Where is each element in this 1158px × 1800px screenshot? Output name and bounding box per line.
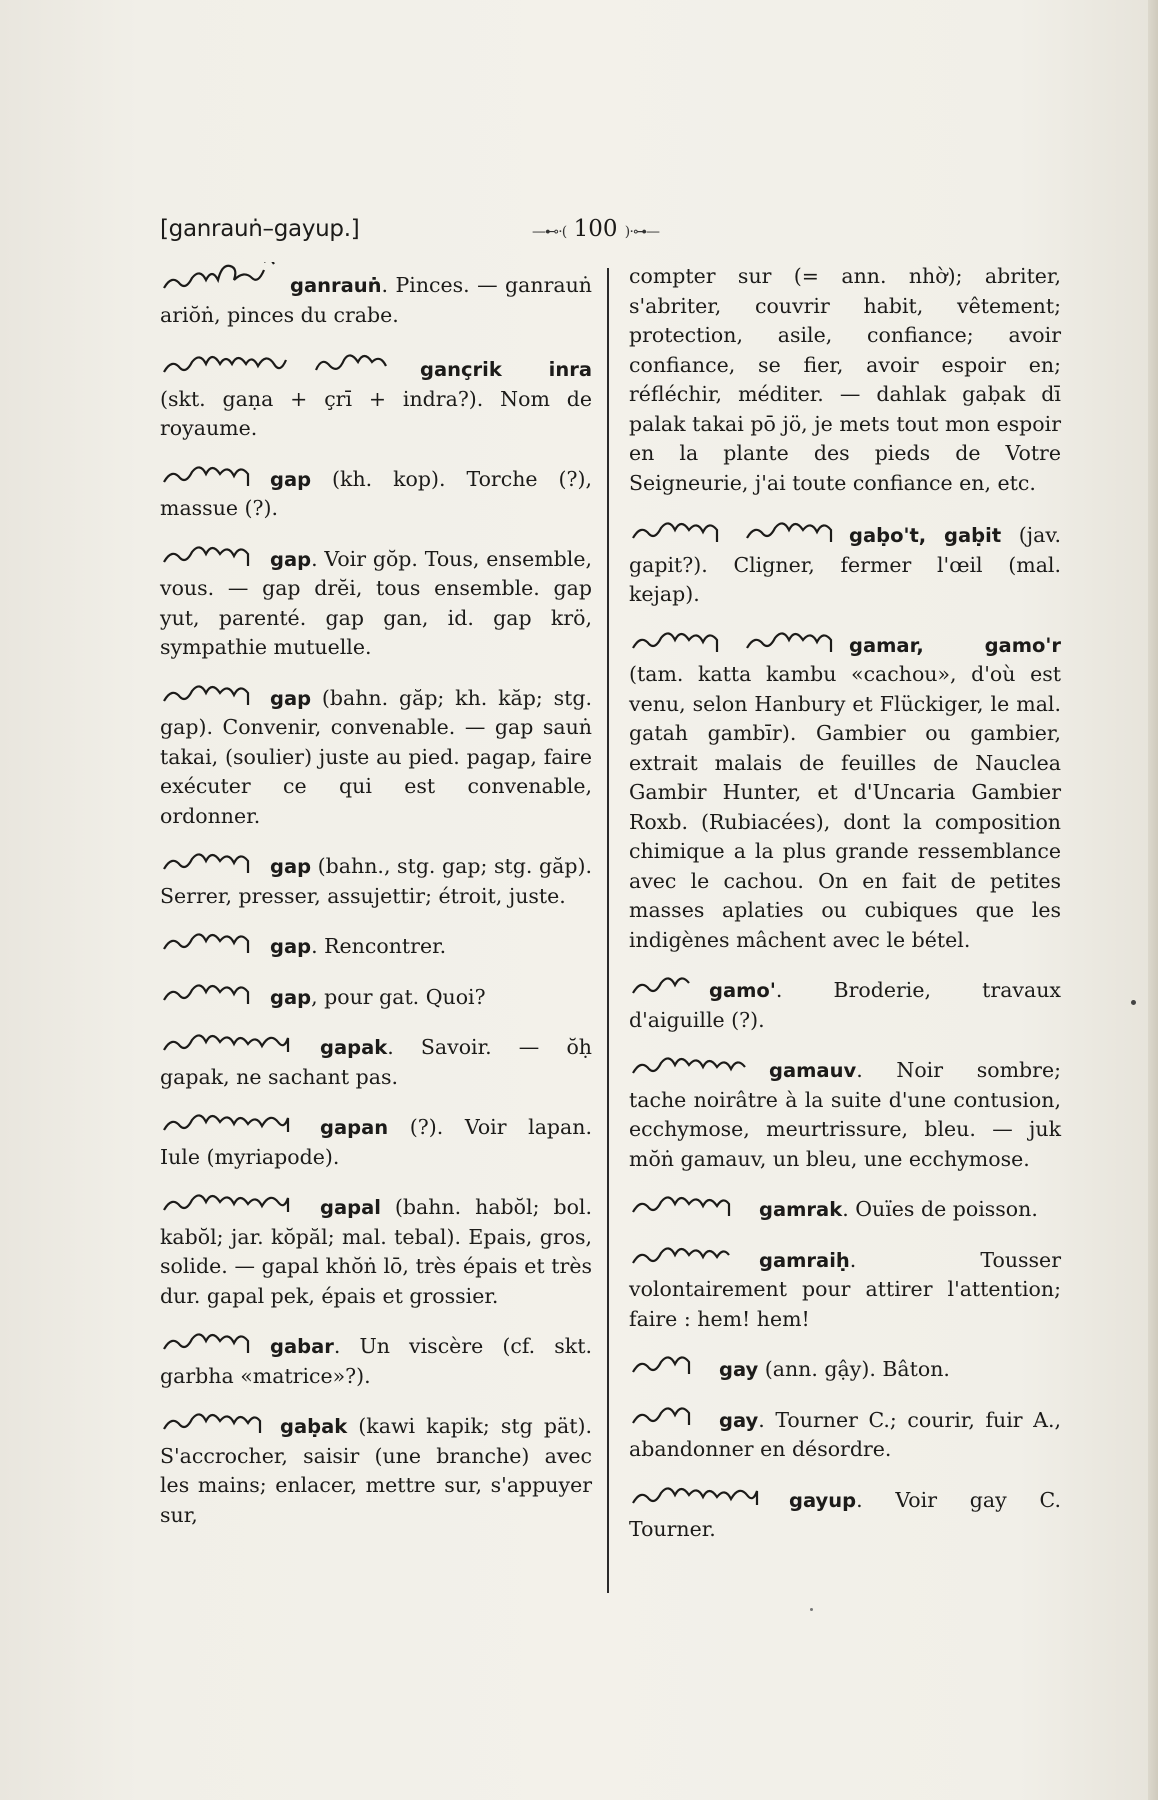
headword: gap — [270, 855, 312, 878]
dictionary-entry — [160, 978, 592, 1013]
cham-script-glyph — [160, 1028, 310, 1058]
cham-script-glyph — [629, 516, 839, 546]
running-head: [ganrauṅ–gayup.] — [160, 216, 360, 242]
dictionary-entry — [629, 1481, 1061, 1545]
page-edge — [1148, 0, 1158, 1800]
definition: (ann. gậy). Bâton. — [758, 1357, 950, 1381]
cham-script-glyph — [629, 1350, 709, 1380]
headword: gabar — [270, 1335, 334, 1358]
definition: . Rencontrer. — [311, 934, 447, 958]
headword: gap — [270, 547, 312, 571]
definition: (?). Voir lapan. Iule (myriapode). — [160, 1115, 592, 1169]
dictionary-entry — [629, 1190, 1061, 1225]
definition: (kh. kop). Torche (?), massue (?). — [160, 466, 592, 520]
dictionary-entry — [629, 1350, 1061, 1385]
headword: gamrak — [759, 1198, 843, 1221]
headword: gamraiḥ — [759, 1248, 850, 1272]
dictionary-entry — [160, 1188, 592, 1311]
dictionary-entry — [160, 679, 592, 832]
left-column — [160, 262, 592, 1546]
cham-script-glyph — [629, 1051, 759, 1081]
ornament-right: )⋅⊶— — [624, 224, 660, 240]
headword: gamo' — [709, 979, 776, 1002]
dictionary-entry — [160, 1108, 592, 1172]
dictionary-entry — [160, 1028, 592, 1092]
definition: (bahn. găp; kh. kăp; stg. gap). Convenir, convenable. — gap sauṅ takai, (soulier) juste au pied. pagap, faire exécuter ce qui est convenable, ordonner. — [160, 685, 592, 828]
headword: gamar, gamo'r — [849, 633, 1061, 657]
cham-script-glyph — [160, 1188, 310, 1218]
cham-script-glyph — [629, 1241, 749, 1271]
headword: gay — [719, 1358, 759, 1381]
headword: gançrik inra — [420, 358, 592, 381]
definition: . Broderie, travaux d'aiguille (?). — [629, 978, 1061, 1032]
definition: . Voir gŏp. Tous, ensemble, vous. — gap drĕi, tous ensemble. gap yut, parenté. gap gan, id. gap krö, sympathie mutuelle. — [160, 546, 592, 659]
page-number-block — [532, 216, 659, 242]
headword: gaḅak — [280, 1415, 348, 1438]
definition: . Voir gay C. Tourner. — [629, 1487, 1061, 1541]
definition: (bahn., stg. gap; stg. găp). Serrer, presser, assujettir; étroit, juste. — [160, 854, 592, 908]
dictionary-entry — [160, 1407, 592, 1530]
ornament-left: —⊷⋅( — [532, 224, 567, 240]
cham-script-glyph — [160, 262, 280, 296]
cham-script-glyph — [629, 1190, 749, 1220]
dictionary-entry — [160, 346, 592, 444]
cham-script-glyph — [629, 1401, 709, 1431]
dictionary-entry — [160, 927, 592, 962]
headword: gapak — [320, 1036, 388, 1059]
headword: gap — [270, 686, 312, 710]
cham-script-glyph — [160, 346, 410, 380]
headword: ganrauṅ — [290, 274, 382, 297]
headword: gapan — [320, 1116, 389, 1139]
cham-script-glyph — [629, 626, 839, 656]
cham-script-glyph — [160, 1407, 270, 1437]
dictionary-entry — [160, 262, 592, 330]
dictionary-entry — [160, 540, 592, 663]
headword: gay — [719, 1408, 759, 1432]
page-number: 100 — [573, 216, 618, 242]
definition: (kawi kapik; stg pät). S'accrocher, saisir (une branche) avec les mains; enlacer, mettre sur, s'appuyer sur, — [160, 1414, 592, 1527]
dictionary-entry — [160, 1327, 592, 1391]
headword: gaḅo't, gaḅit — [849, 524, 1002, 547]
headword: gap — [270, 985, 312, 1009]
page-header — [160, 216, 690, 256]
column-divider — [607, 268, 609, 1593]
definition: (skt. gaṇa + çrī + indra?). Nom de royaume. — [160, 386, 592, 440]
definition: compter sur (= ann. nhờ); abriter, s'abriter, couvrir habit, vêtement; protection, asile, confiance; avoir confiance, se fier, avoir espoir en; réfléchir, méditer. — dahlak gaḅak dī palak takai pō jö, je mets tout mon espoir en la plante des pieds de Votre Seigneurie, j'ai toute confiance en, etc. — [629, 264, 1061, 495]
right-column — [629, 262, 1061, 1561]
dictionary-entry — [629, 516, 1061, 610]
dictionary-entry — [629, 626, 1061, 956]
cham-script-glyph — [629, 971, 699, 1001]
cham-script-glyph — [160, 679, 260, 709]
dictionary-entry — [629, 1401, 1061, 1465]
cham-script-glyph — [160, 978, 260, 1008]
headword: gamauv — [769, 1059, 857, 1082]
cham-script-glyph — [629, 1481, 779, 1511]
definition: . Tousser volontairement pour attirer l'attention; faire : hem! hem! — [629, 1247, 1061, 1331]
cham-script-glyph — [160, 847, 260, 877]
dictionary-entry — [160, 847, 592, 911]
headword: gayup — [789, 1488, 857, 1512]
definition: . Ouïes de poisson. — [842, 1197, 1038, 1221]
cham-script-glyph — [160, 460, 260, 490]
definition: , pour gat. Quoi? — [311, 984, 486, 1009]
dictionary-entry — [629, 1051, 1061, 1174]
cham-script-glyph — [160, 540, 260, 570]
ink-speck — [1131, 1000, 1136, 1005]
dictionary-entry-continued — [629, 262, 1061, 498]
cham-script-glyph — [160, 927, 260, 957]
definition: (tam. katta kambu «cachou», d'où est venu, selon Hanbury et Flückiger, le mal. gatah gambīr). Gambier ou gambier, extrait malais de feuilles de Nauclea Gambir Hunter, et d'Uncaria Gambier Roxb. (Rubiacées), dont la composition chimique a la plus grande ressemblance avec le cachou. On en fait de petites masses aplaties ou cubiques que les indigènes mâchent avec le bétel. — [629, 662, 1061, 952]
definition: (jav. gapit?). Cligner, fermer l'œil (mal. kejap). — [629, 523, 1061, 606]
definition: . Un viscère (cf. skt. garbha «matrice»?). — [160, 1334, 592, 1388]
definition: . Noir sombre; tache noirâtre à la suite d'une contusion, ecchymose, meurtrissure, bleu. — juk mŏṅ gamauv, un bleu, une ecchymose. — [629, 1058, 1061, 1171]
cham-script-glyph — [160, 1327, 260, 1357]
dictionary-entry — [629, 1241, 1061, 1335]
dictionary-entry — [160, 460, 592, 524]
cham-script-glyph — [160, 1108, 310, 1138]
ink-speck — [810, 1608, 813, 1611]
headword: gap — [270, 935, 312, 958]
dictionary-entry — [629, 971, 1061, 1035]
definition: . Tourner C.; courir, fuir A., abandonner en désordre. — [629, 1407, 1061, 1461]
definition: . Savoir. — ŏḥ gapak, ne sachant pas. — [160, 1035, 592, 1089]
headword: gap — [270, 467, 312, 491]
definition: . Pinces. — ganrauṅ ariŏṅ, pinces du crabe. — [160, 273, 592, 327]
headword: gapal — [320, 1196, 381, 1219]
definition: (bahn. habŏl; bol. kabŏl; jar. kŏpăl; mal. tebal). Epais, gros, solide. — gapal khŏṅ lō, très épais et très dur. gapal pek, épais et grossier. — [160, 1195, 592, 1308]
